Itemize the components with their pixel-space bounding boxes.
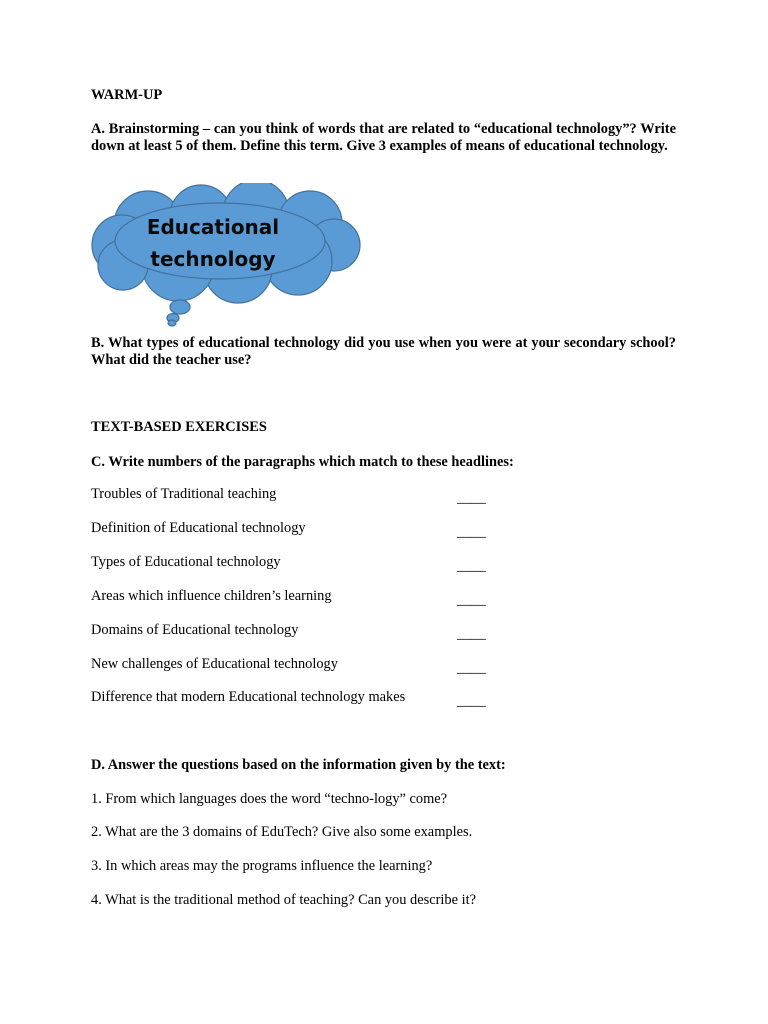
headline-label: Types of Educational technology <box>91 554 281 570</box>
answer-blank[interactable]: ____ <box>457 592 486 608</box>
headline-row <box>91 486 491 506</box>
answer-blank[interactable]: ____ <box>457 660 486 676</box>
answer-blank[interactable]: ____ <box>457 524 486 540</box>
headline-row <box>91 656 491 676</box>
headline-label: New challenges of Educational technology <box>91 656 338 672</box>
task-b-text: B. What types of educational technology did you use when you were at your secondary school? What did the teacher use? <box>91 335 676 368</box>
headline-label: Troubles of Traditional teaching <box>91 486 277 502</box>
task-d-text: D. Answer the questions based on the information given by the text: <box>91 757 506 773</box>
cloud-label <box>113 211 313 275</box>
question-item: 2. What are the 3 domains of EduTech? Give also some examples. <box>91 824 473 840</box>
cloud-label-line2: technology <box>150 247 276 271</box>
answer-blank[interactable]: ____ <box>457 558 486 574</box>
task-a-text: A. Brainstorming – can you think of words that are related to “educational technology”? Write down at least 5 of them. Define this term. Give 3 examples of means of educational technology. <box>91 121 676 154</box>
task-c-text: C. Write numbers of the paragraphs which match to these headlines: <box>91 454 514 470</box>
headline-row <box>91 622 491 642</box>
answer-blank[interactable]: ____ <box>457 693 486 709</box>
headline-label: Domains of Educational technology <box>91 622 299 638</box>
question-item: 3. In which areas may the programs influence the learning? <box>91 858 433 874</box>
headline-row <box>91 588 491 608</box>
headline-row <box>91 520 491 540</box>
text-based-heading: TEXT-BASED EXERCISES <box>91 419 267 435</box>
headline-label: Difference that modern Educational technology makes <box>91 689 406 705</box>
warmup-heading: WARM-UP <box>91 87 163 103</box>
question-item: 1. From which languages does the word “techno-logy” come? <box>91 791 448 807</box>
headline-label: Definition of Educational technology <box>91 520 306 536</box>
headline-row <box>91 689 491 709</box>
answer-blank[interactable]: ____ <box>457 490 486 506</box>
answer-blank[interactable]: ____ <box>457 626 486 642</box>
headline-label: Areas which influence children’s learning <box>91 588 332 604</box>
headline-row <box>91 554 491 574</box>
question-item: 4. What is the traditional method of teaching? Can you describe it? <box>91 892 476 908</box>
cloud-label-line1: Educational <box>146 215 280 239</box>
thought-cloud <box>88 183 363 328</box>
